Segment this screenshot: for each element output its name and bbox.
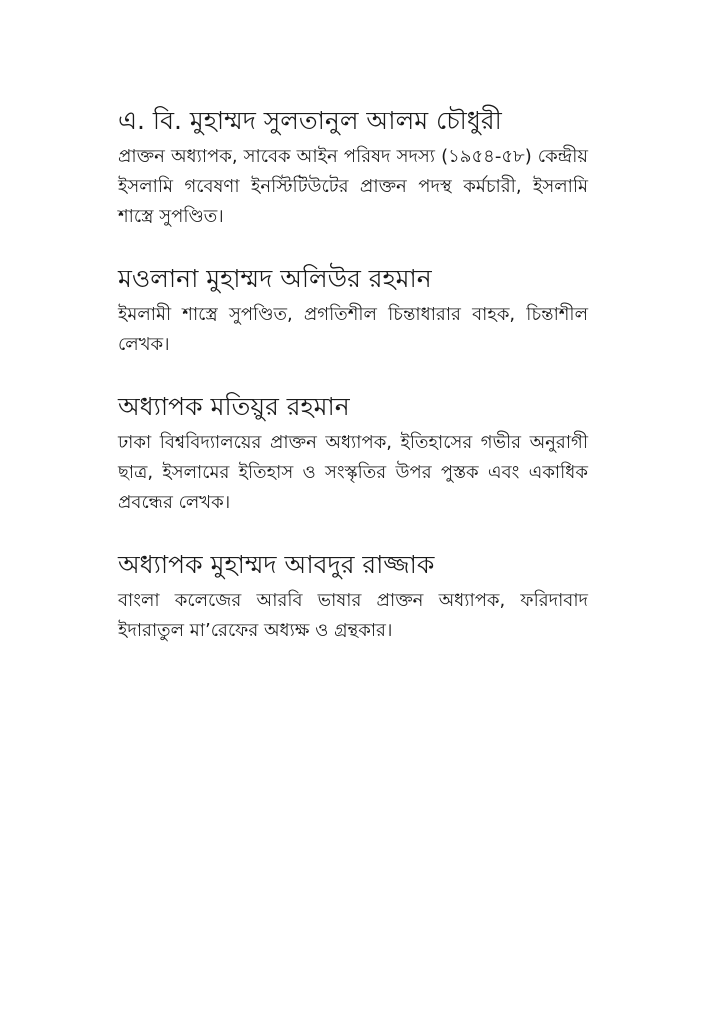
- contributor-name: অধ্যাপক মুহাম্মদ আবদুর রাজ্জাক: [118, 550, 435, 579]
- contributors-page: [118, 104, 588, 676]
- contributor-description: প্রাক্তন অধ্যাপক, সাবেক আইন পরিষদ সদস্য (১৯৫৪-৫৮) কেন্দ্রীয় ইসলামি গবেষণা ইনস্টিটিউটের প্রাক্তন পদস্থ কর্মচারী, ইসলামি শাস্ত্রে সুপণ্ডিত।: [118, 146, 588, 227]
- contributor-entry: [118, 390, 588, 518]
- contributor-entry: [118, 262, 588, 360]
- contributor-name: এ. বি. মুহাম্মদ সুলতানুল আলম চৌধুরী: [118, 106, 502, 135]
- contributor-name: মওলানা মুহাম্মদ অলিউর রহমান: [118, 264, 432, 293]
- contributor-entry: [118, 104, 588, 232]
- contributor-description: বাংলা কলেজের আরবি ভাষার প্রাক্তন অধ্যাপক, ফরিদাবাদ ইদারাতুল মা’রেফের অধ্যক্ষ ও গ্রন্থকার।: [118, 590, 588, 641]
- contributor-description: ঢাকা বিশ্ববিদ্যালয়ের প্রাক্তন অধ্যাপক, ইতিহাসের গভীর অনুরাগী ছাত্র, ইসলামের ইতিহাস ও সংস্কৃতির উপর পুস্তক এবং একাধিক প্রবন্ধের লেখক।: [118, 432, 588, 513]
- contributor-name: অধ্যাপক মতিয়ুর রহমান: [118, 392, 350, 421]
- contributor-description: ইমলামী শাস্ত্রে সুপণ্ডিত, প্রগতিশীল চিন্তাধারার বাহক, চিন্তাশীল লেখক।: [118, 304, 588, 355]
- contributor-entry: [118, 548, 588, 646]
